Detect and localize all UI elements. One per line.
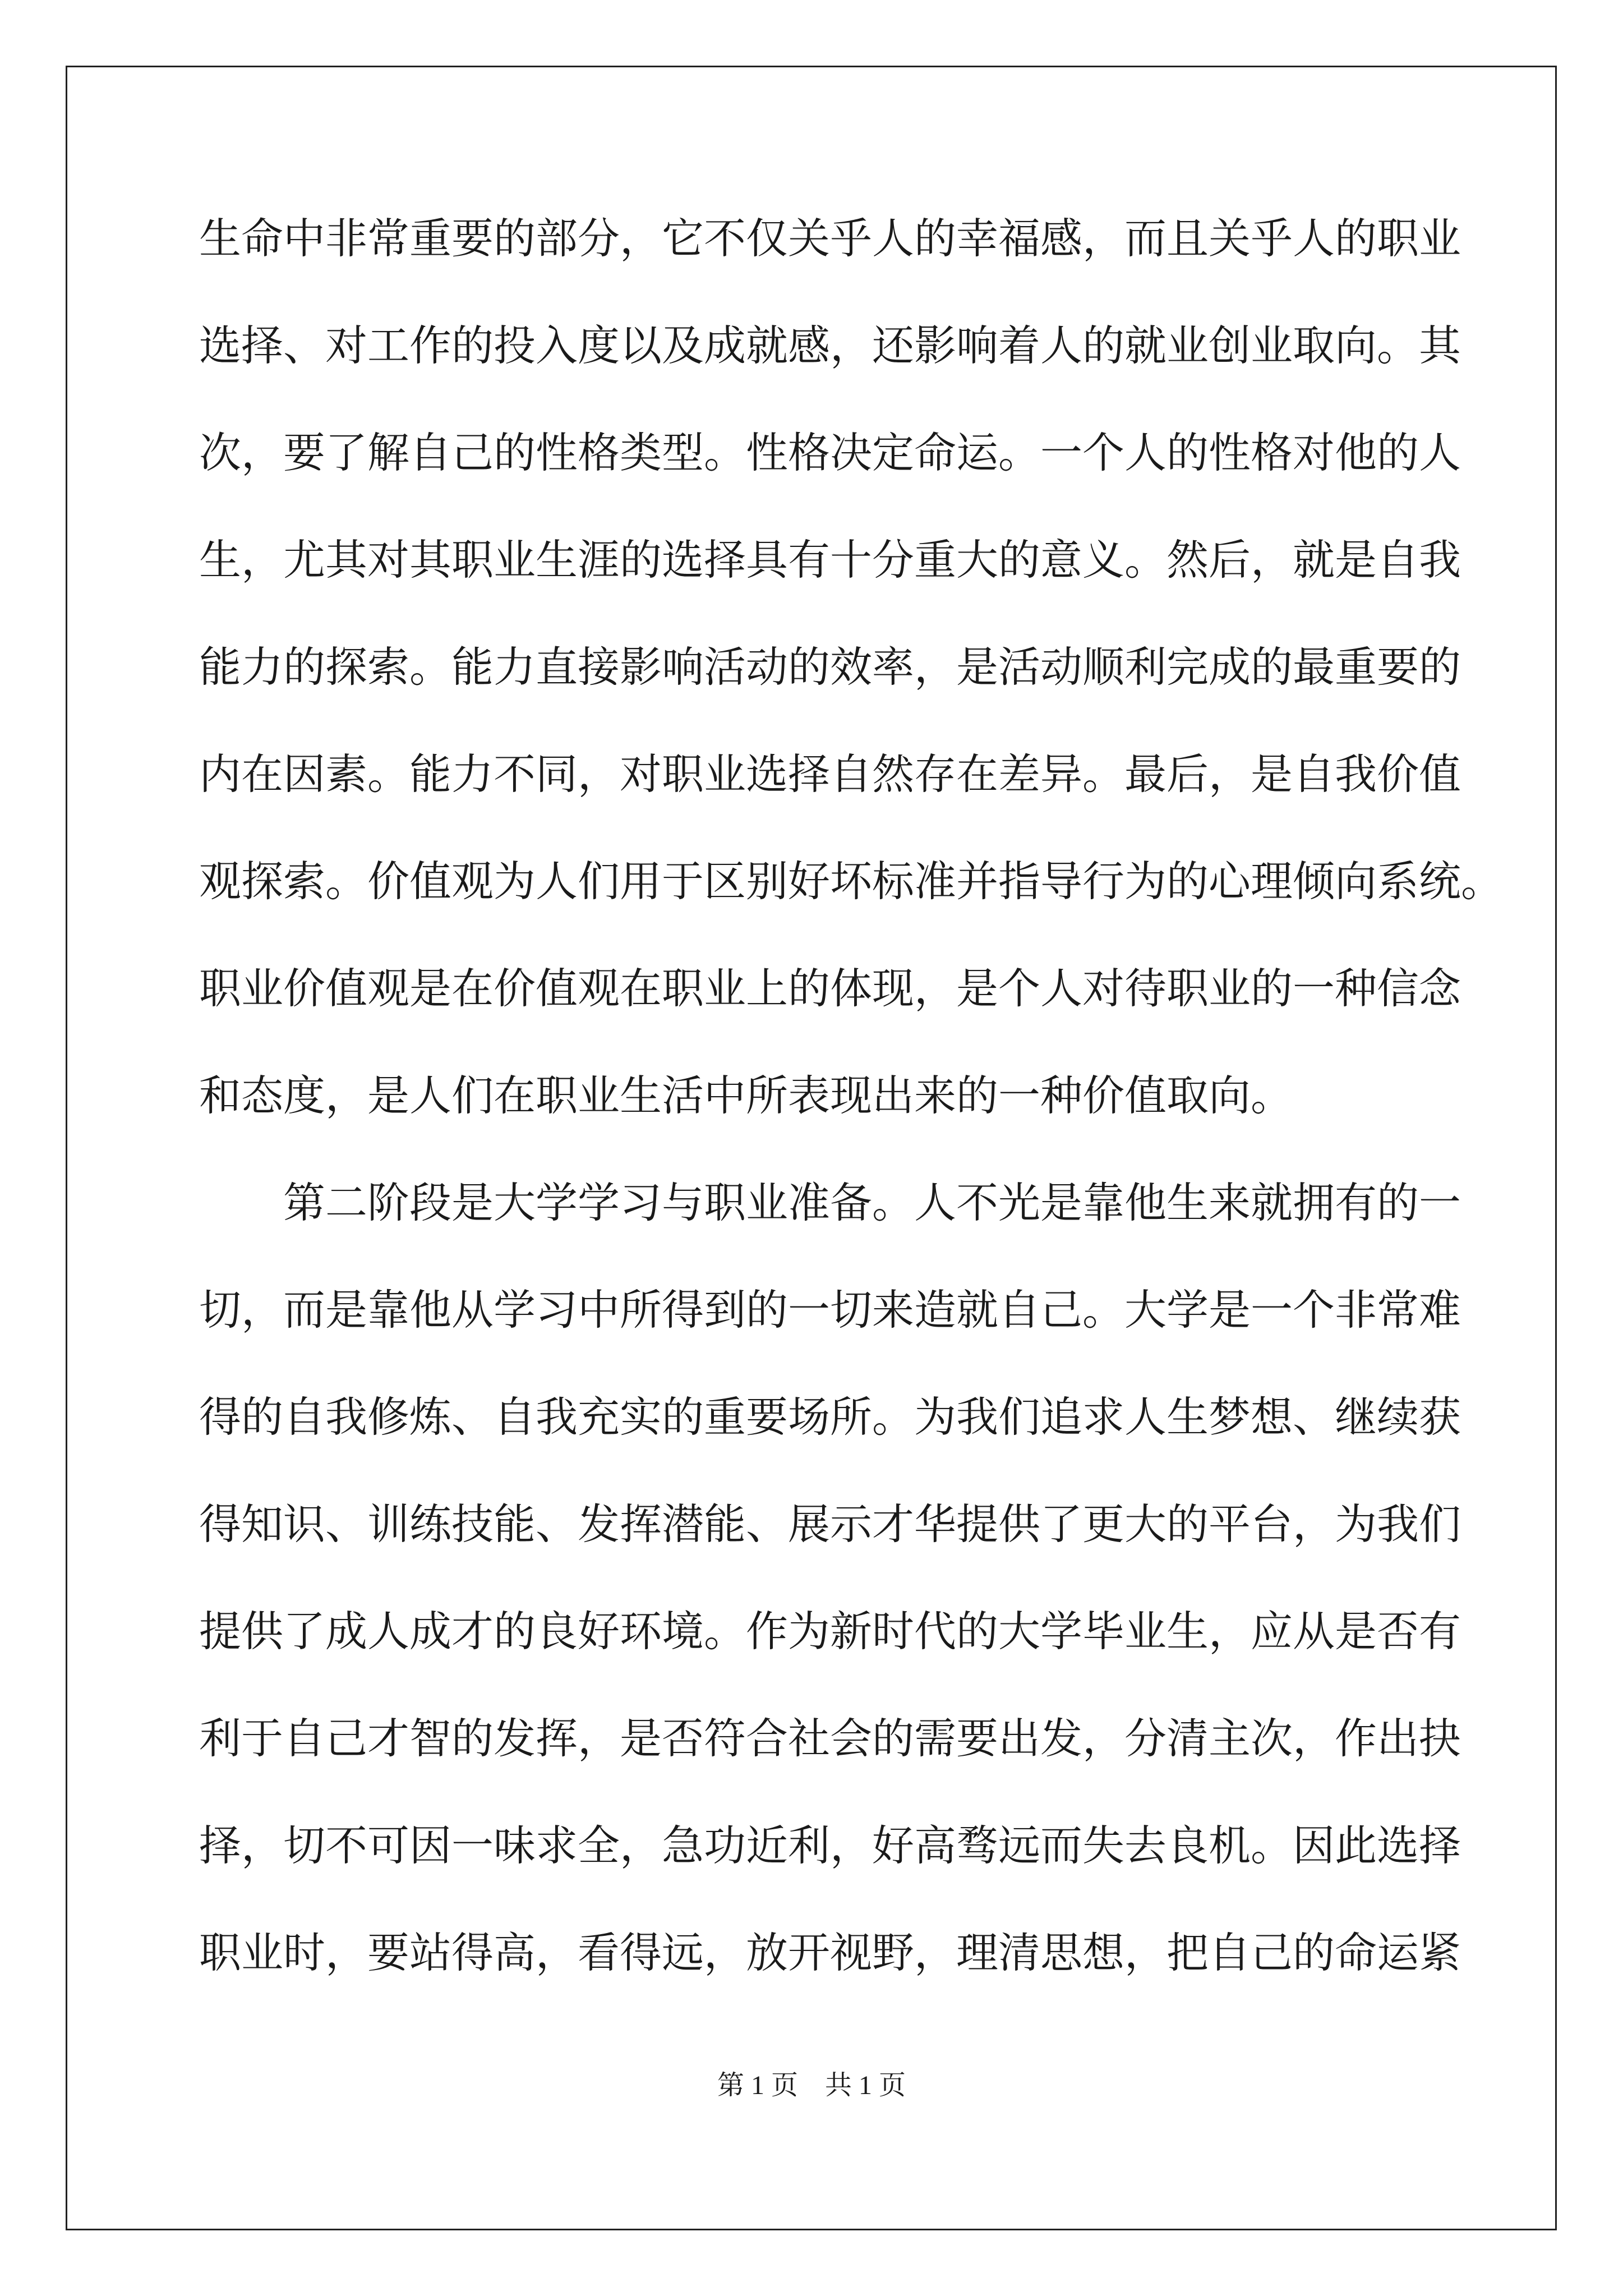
- page-number-footer: 第 1 页 共 1 页: [717, 2070, 906, 2100]
- text-line: 择，切不可因一味求全，急功近利，好高骛远而失去良机。因此选择: [199, 1821, 1461, 1870]
- text-line: 内在因素。能力不同，对职业选择自然存在差异。最后，是自我价值: [199, 749, 1461, 799]
- text-line: 观探索。价值观为人们用于区别好坏标准并指导行为的心理倾向系统。: [199, 857, 1504, 906]
- text-line: 次，要了解自己的性格类型。性格决定命运。一个人的性格对他的人: [199, 428, 1461, 477]
- text-line-paragraph-start: 第二阶段是大学学习与职业准备。人不光是靠他生来就拥有的一: [283, 1178, 1461, 1227]
- text-line-paragraph-end: 和态度，是人们在职业生活中所表现出来的一种价值取向。: [199, 1071, 1293, 1120]
- text-line: 职业时，要站得高，看得远，放开视野，理清思想，把自己的命运紧: [199, 1928, 1461, 1977]
- text-line: 切，而是靠他从学习中所得到的一切来造就自己。大学是一个非常难: [199, 1285, 1461, 1335]
- text-line: 能力的探索。能力直接影响活动的效率，是活动顺利完成的最重要的: [199, 642, 1461, 692]
- text-line: 利于自己才智的发挥，是否符合社会的需要出发，分清主次，作出抉: [199, 1714, 1461, 1763]
- text-line: 生，尤其对其职业生涯的选择具有十分重大的意义。然后，就是自我: [199, 535, 1461, 585]
- text-line: 职业价值观是在价值观在职业上的体现，是个人对待职业的一种信念: [199, 964, 1461, 1013]
- document-body: [199, 210, 1504, 2032]
- text-line: 提供了成人成才的良好环境。作为新时代的大学毕业生，应从是否有: [199, 1607, 1461, 1656]
- text-line: 得的自我修炼、自我充实的重要场所。为我们追求人生梦想、继续获: [199, 1392, 1461, 1442]
- text-line: 得知识、训练技能、发挥潜能、展示才华提供了更大的平台，为我们: [199, 1499, 1461, 1549]
- text-line: 生命中非常重要的部分，它不仅关乎人的幸福感，而且关乎人的职业: [199, 214, 1461, 263]
- text-line: 选择、对工作的投入度以及成就感，还影响着人的就业创业取向。其: [199, 321, 1461, 370]
